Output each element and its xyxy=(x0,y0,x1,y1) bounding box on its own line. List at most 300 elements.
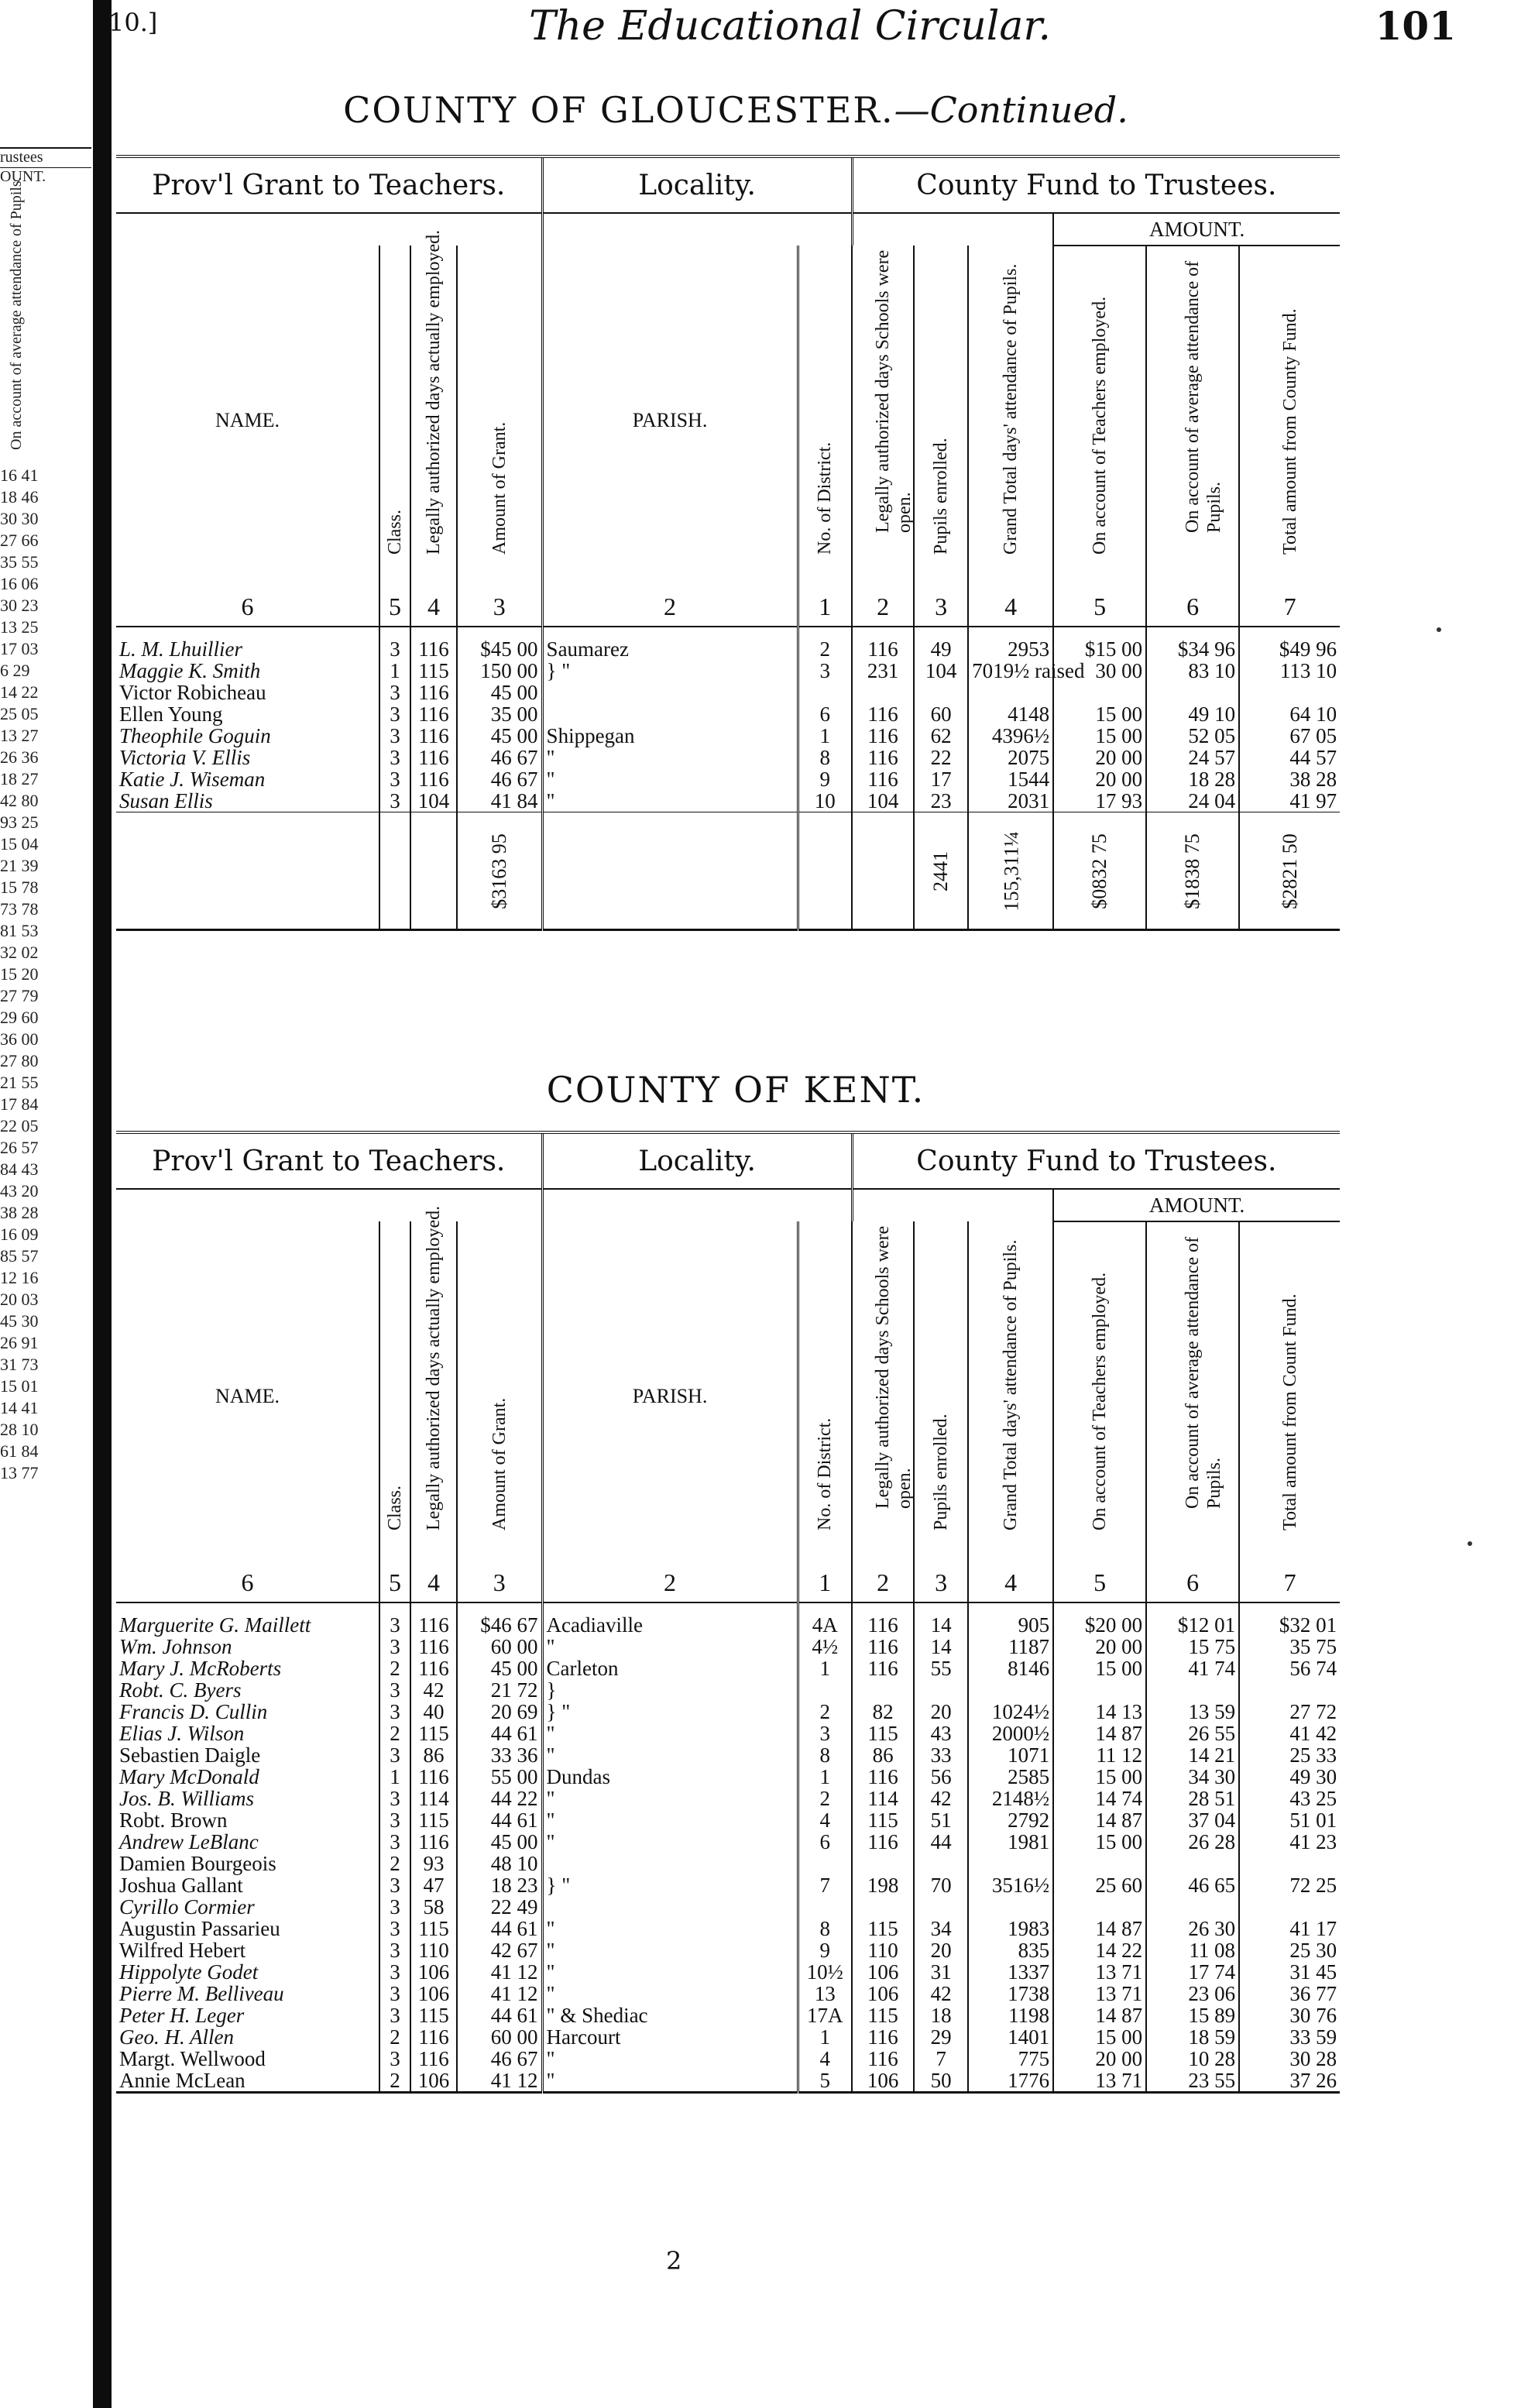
column-header xyxy=(1053,246,1146,587)
column-number: 6 xyxy=(1146,587,1239,627)
table-cell: 46 67 xyxy=(457,768,542,790)
table-cell: 56 xyxy=(914,1766,968,1788)
table-cell: 43 25 xyxy=(1239,1788,1340,1809)
column-header-label: Legally authorized days actually employed. xyxy=(424,1205,444,1530)
spacer-cell xyxy=(798,627,852,638)
table-cell: 62 xyxy=(914,725,968,747)
table-cell: 9 xyxy=(798,1939,852,1961)
table-cell: 42 xyxy=(914,1983,968,2004)
table-cell: 1401 xyxy=(968,2026,1053,2048)
table-cell: 26 28 xyxy=(1146,1831,1239,1853)
table-row xyxy=(116,1896,1340,1918)
table-cell: 41 12 xyxy=(457,1961,542,1983)
table-cell: Damien Bourgeois xyxy=(119,1852,276,1875)
table-cell xyxy=(542,682,798,703)
table-cell: 34 xyxy=(914,1918,968,1939)
left-fragment-value: 32 02 xyxy=(0,943,39,962)
spacer-row xyxy=(116,627,1340,638)
column-header xyxy=(852,1221,914,1563)
table-cell: 64 10 xyxy=(1239,703,1340,725)
left-fragment-value: 15 78 xyxy=(0,878,39,897)
column-number: 6 xyxy=(116,587,379,627)
column-header xyxy=(410,1205,457,1563)
column-header-row xyxy=(116,246,1340,587)
table-row xyxy=(116,1983,1340,2004)
table-cell: 104 xyxy=(410,790,457,812)
table-row xyxy=(116,1679,1340,1701)
column-header-label: NAME. xyxy=(215,1385,280,1407)
table-cell: 20 xyxy=(914,1939,968,1961)
table-cell: 18 23 xyxy=(457,1874,542,1896)
table-cell: 42 67 xyxy=(457,1939,542,1961)
table-cell: 14 21 xyxy=(1146,1744,1239,1766)
table-row xyxy=(116,1723,1340,1744)
column-header xyxy=(542,246,798,587)
table-cell: " xyxy=(542,1636,798,1657)
left-fragment-amount: OUNT. xyxy=(0,168,46,185)
table-cell: 2585 xyxy=(968,1766,1053,1788)
table-cell xyxy=(1239,1679,1340,1701)
left-fragment-value: 17 84 xyxy=(0,1094,39,1114)
left-fragment-value: 20 03 xyxy=(0,1290,39,1309)
table-cell: Dundas xyxy=(542,1766,798,1788)
table-cell: 3 xyxy=(379,747,410,768)
left-fragment-value: 12 16 xyxy=(0,1268,39,1287)
table-cell: " xyxy=(542,1983,798,2004)
table-cell: 115 xyxy=(410,1809,457,1831)
table-cell: 41 84 xyxy=(457,790,542,812)
table-cell: 14 22 xyxy=(1053,1939,1146,1961)
column-number: 4 xyxy=(968,1563,1053,1602)
column-header xyxy=(798,246,852,587)
table-cell: Francis D. Cullin xyxy=(119,1700,268,1723)
totals-cell xyxy=(914,812,968,930)
column-number: 7 xyxy=(1239,587,1340,627)
table-row xyxy=(116,725,1340,747)
table-cell: 93 xyxy=(410,1853,457,1874)
spacer-cell xyxy=(968,1602,1053,1614)
table-cell: Acadiaville xyxy=(542,1614,798,1636)
table-cell xyxy=(852,682,914,703)
column-number: 7 xyxy=(1239,1563,1340,1602)
amount-row xyxy=(116,213,1340,246)
column-header xyxy=(914,246,968,587)
table-cell: 115 xyxy=(410,2004,457,2026)
column-header xyxy=(379,246,410,587)
table-cell: Elias J. Wilson xyxy=(119,1722,245,1745)
table-cell: 835 xyxy=(968,1939,1053,1961)
table-cell: 1981 xyxy=(968,1831,1053,1853)
table-cell: 51 01 xyxy=(1239,1809,1340,1831)
spacer-cell xyxy=(852,627,914,638)
table-cell: 116 xyxy=(410,682,457,703)
table-cell: 20 00 xyxy=(1053,2048,1146,2070)
table-cell: 33 36 xyxy=(457,1744,542,1766)
table-cell: " & Shediac xyxy=(542,2004,798,2026)
amount-label: AMOUNT. xyxy=(1053,213,1340,246)
table-cell xyxy=(1146,1853,1239,1874)
table-cell xyxy=(1239,1853,1340,1874)
table-cell: 1738 xyxy=(968,1983,1053,2004)
table-cell: 3 xyxy=(379,703,410,725)
table-cell: 82 xyxy=(852,1701,914,1723)
column-header-label: Total amount from Count Fund. xyxy=(1279,1293,1300,1530)
gloucester-heading-cont: —Continued. xyxy=(894,89,1128,131)
table-cell: Cyrillo Cormier xyxy=(119,1895,255,1918)
table-cell: 198 xyxy=(852,1874,914,1896)
table-cell: 3 xyxy=(379,1961,410,1983)
column-header-label: No. of District. xyxy=(815,441,836,555)
table-cell: 1 xyxy=(798,2026,852,2048)
table-cell: 20 00 xyxy=(1053,747,1146,768)
table-cell: Carleton xyxy=(542,1657,798,1679)
column-header xyxy=(968,1221,1053,1563)
table-cell: " xyxy=(542,747,798,768)
table-row xyxy=(116,2026,1340,2048)
table-cell: 116 xyxy=(410,1614,457,1636)
table-cell: 116 xyxy=(852,747,914,768)
column-header-label: No. of District. xyxy=(815,1417,836,1530)
table-cell: 2148½ xyxy=(968,1788,1053,1809)
table-cell: " xyxy=(542,768,798,790)
table-row xyxy=(116,2004,1340,2026)
table-row xyxy=(116,747,1340,768)
table-cell: 2953 xyxy=(968,638,1053,660)
table-cell: 116 xyxy=(852,2026,914,2048)
left-fragment-value: 15 01 xyxy=(0,1376,39,1396)
totals-cell xyxy=(116,812,379,930)
table-cell: 27 72 xyxy=(1239,1701,1340,1723)
table-cell: 14 xyxy=(914,1636,968,1657)
table-row xyxy=(116,638,1340,660)
kent-heading-text: COUNTY OF KENT. xyxy=(546,1069,925,1111)
table-row xyxy=(116,1853,1340,1874)
spacer-cell xyxy=(1239,1602,1340,1614)
table-cell xyxy=(798,1896,852,1918)
spacer-cell xyxy=(852,1602,914,1614)
table-cell: 15 00 xyxy=(1053,1831,1146,1853)
table-cell: 6 xyxy=(798,703,852,725)
table-cell xyxy=(968,1896,1053,1918)
column-header-label: On account of average attendance of Pupils. xyxy=(1183,1236,1225,1509)
table-cell: Harcourt xyxy=(542,2026,798,2048)
table-cell: 23 xyxy=(914,790,968,812)
table-cell: 106 xyxy=(852,1961,914,1983)
table-cell: 70 xyxy=(914,1874,968,1896)
table-cell: " xyxy=(542,1723,798,1744)
table-cell xyxy=(1053,1896,1146,1918)
table-cell: 36 77 xyxy=(1239,1983,1340,2004)
table-cell: 20 69 xyxy=(457,1701,542,1723)
kent-table xyxy=(116,1131,1340,2094)
spacer-cell xyxy=(1053,627,1146,638)
table-cell: 1187 xyxy=(968,1636,1053,1657)
left-fragment-value: 93 25 xyxy=(0,812,39,832)
table-cell: Geo. H. Allen xyxy=(119,2025,234,2049)
table-cell: 231 xyxy=(852,660,914,682)
table-cell: Sebastien Daigle xyxy=(119,1743,261,1767)
left-fragment-value: 27 79 xyxy=(0,986,39,1005)
table-cell: 41 97 xyxy=(1239,790,1340,812)
table-cell: 8 xyxy=(798,747,852,768)
table-cell: 3 xyxy=(379,1701,410,1723)
totals-cell xyxy=(1146,812,1239,930)
table-cell: Robt. C. Byers xyxy=(119,1678,242,1702)
table-cell: 44 61 xyxy=(457,1809,542,1831)
left-fragment-value: 18 46 xyxy=(0,487,39,507)
table-cell xyxy=(914,1896,968,1918)
spacer-cell xyxy=(116,627,379,638)
column-number: 2 xyxy=(542,587,798,627)
left-fragment-vlabel-text: On account of average attendance of Pupils. xyxy=(8,177,25,450)
table-cell: 23 55 xyxy=(1146,2070,1239,2093)
spacer-cell xyxy=(1053,1602,1146,1614)
table-cell: 1776 xyxy=(968,2070,1053,2093)
left-fragment-value: 29 60 xyxy=(0,1008,39,1027)
table-cell: 49 xyxy=(914,638,968,660)
table-cell: 41 17 xyxy=(1239,1918,1340,1939)
column-header xyxy=(116,1221,379,1563)
table-cell xyxy=(798,682,852,703)
table-cell: 44 61 xyxy=(457,1918,542,1939)
column-number: 6 xyxy=(116,1563,379,1602)
left-fragment-value: 27 66 xyxy=(0,531,39,550)
column-header-label: Amount of Grant. xyxy=(489,1397,510,1530)
table-cell: 1983 xyxy=(968,1918,1053,1939)
left-fragment-value: 85 57 xyxy=(0,1246,39,1266)
spacer-cell xyxy=(116,1602,379,1614)
table-cell: 115 xyxy=(410,1918,457,1939)
speck-mark xyxy=(1437,627,1441,632)
table-cell: 60 00 xyxy=(457,1636,542,1657)
table-cell: 3 xyxy=(379,1874,410,1896)
table-cell: 17 xyxy=(914,768,968,790)
table-cell: 106 xyxy=(410,1961,457,1983)
table-cell: 115 xyxy=(410,1723,457,1744)
kent-heading xyxy=(116,1069,1355,1111)
column-number: 5 xyxy=(1053,587,1146,627)
table-row xyxy=(116,1809,1340,1831)
table-cell: 41 74 xyxy=(1146,1657,1239,1679)
totals-cell xyxy=(410,812,457,930)
table-cell: 115 xyxy=(852,1918,914,1939)
table-cell: Shippegan xyxy=(542,725,798,747)
left-fragment-value: 21 39 xyxy=(0,856,39,875)
column-header-label: Pupils enrolled. xyxy=(931,438,952,555)
table-cell xyxy=(798,1853,852,1874)
table-row xyxy=(116,1701,1340,1723)
left-fragment-value: 42 80 xyxy=(0,791,39,810)
speck-mark xyxy=(1468,1541,1472,1546)
table-cell: 116 xyxy=(410,1657,457,1679)
column-header xyxy=(379,1221,410,1563)
table-cell: 1 xyxy=(798,725,852,747)
table-cell: 44 61 xyxy=(457,1723,542,1744)
table-cell: 116 xyxy=(852,1636,914,1657)
table-cell: 3 xyxy=(379,1679,410,1701)
running-head-section: 10.] xyxy=(108,8,158,37)
table-cell: 1337 xyxy=(968,1961,1053,1983)
column-header xyxy=(410,229,457,587)
table-cell: 116 xyxy=(410,1636,457,1657)
totals-value: $2821 50 xyxy=(1278,833,1301,909)
table-cell: " xyxy=(542,1939,798,1961)
table-cell: " xyxy=(542,790,798,812)
table-cell: 38 28 xyxy=(1239,768,1340,790)
column-number: 3 xyxy=(457,1563,542,1602)
table-cell: 20 xyxy=(914,1701,968,1723)
column-number: 2 xyxy=(542,1563,798,1602)
table-cell: Wilfred Hebert xyxy=(119,1939,246,1962)
table-cell: 10½ xyxy=(798,1961,852,1983)
left-fragment-value: 13 77 xyxy=(0,1463,39,1482)
column-number: 3 xyxy=(457,587,542,627)
table-cell: 45 00 xyxy=(457,682,542,703)
table-cell: 33 xyxy=(914,1744,968,1766)
column-number: 3 xyxy=(914,587,968,627)
table-cell: 58 xyxy=(410,1896,457,1918)
column-header xyxy=(542,1221,798,1563)
table-cell: 3 xyxy=(379,1636,410,1657)
table-cell: 2 xyxy=(798,638,852,660)
table-cell: 15 00 xyxy=(1053,725,1146,747)
table-cell: 2 xyxy=(379,1723,410,1744)
column-header-label: Grand Total days' attendance of Pupils. xyxy=(1001,1239,1021,1530)
table-cell xyxy=(1146,1896,1239,1918)
table-row xyxy=(116,2048,1340,2070)
left-fragment-value: 18 27 xyxy=(0,769,39,788)
table-cell: 14 87 xyxy=(1053,1809,1146,1831)
column-number: 1 xyxy=(798,1563,852,1602)
table-row xyxy=(116,790,1340,812)
table-cell: 2792 xyxy=(968,1809,1053,1831)
spacer-cell xyxy=(457,627,542,638)
left-fragment-value: 84 43 xyxy=(0,1159,39,1179)
left-fragment-value: 35 55 xyxy=(0,552,39,572)
left-fragment-value: 22 05 xyxy=(0,1116,39,1135)
table-cell: 42 xyxy=(914,1788,968,1809)
table-cell: 104 xyxy=(852,790,914,812)
table-cell: 51 xyxy=(914,1809,968,1831)
signature-mark: 2 xyxy=(666,2246,682,2276)
totals-cell xyxy=(1239,812,1340,930)
table-cell: 1 xyxy=(798,1657,852,1679)
table-cell: 67 05 xyxy=(1239,725,1340,747)
table-cell: 15 00 xyxy=(1053,1766,1146,1788)
left-fragment-value: 38 28 xyxy=(0,1203,39,1222)
table-row xyxy=(116,1961,1340,1983)
table-cell: Theophile Goguin xyxy=(119,724,271,747)
table-cell: 13 71 xyxy=(1053,1983,1146,2004)
left-fragment-value: 17 03 xyxy=(0,639,39,658)
column-header xyxy=(457,246,542,587)
table-cell: 45 00 xyxy=(457,1831,542,1853)
group-header-county-fund: County Fund to Trustees. xyxy=(852,156,1340,213)
left-fragment-value: 26 36 xyxy=(0,747,39,767)
table-cell: Hippolyte Godet xyxy=(119,1960,259,1984)
table-cell: 114 xyxy=(852,1788,914,1809)
table-cell: 3 xyxy=(379,1939,410,1961)
totals-cell xyxy=(852,812,914,930)
totals-cell xyxy=(457,812,542,930)
table-cell: Mary J. McRoberts xyxy=(119,1657,282,1680)
table-cell: 24 04 xyxy=(1146,790,1239,812)
table-cell: 37 04 xyxy=(1146,1809,1239,1831)
table-cell: 2 xyxy=(379,2026,410,2048)
totals-cell xyxy=(542,812,798,930)
table-cell: 2 xyxy=(798,1701,852,1723)
table-cell: 106 xyxy=(410,2070,457,2093)
table-cell xyxy=(542,1896,798,1918)
table-cell: 72 25 xyxy=(1239,1874,1340,1896)
left-fragment-value: 26 57 xyxy=(0,1138,39,1157)
table-cell: 50 xyxy=(914,2070,968,2093)
table-cell: 25 33 xyxy=(1239,1744,1340,1766)
table-cell: 104 xyxy=(914,660,968,682)
column-number: 1 xyxy=(798,587,852,627)
table-cell: 41 23 xyxy=(1239,1831,1340,1853)
table-cell xyxy=(968,1679,1053,1701)
table-row xyxy=(116,1766,1340,1788)
running-head xyxy=(108,3,1456,50)
table-cell: 4 xyxy=(798,2048,852,2070)
table-cell: 83 10 xyxy=(1146,660,1239,682)
table-cell xyxy=(798,1679,852,1701)
table-cell: $45 00 xyxy=(457,638,542,660)
table-cell: 55 xyxy=(914,1657,968,1679)
table-cell: } " xyxy=(542,1701,798,1723)
left-fragment-value: 43 20 xyxy=(0,1181,39,1201)
table-cell: 45 00 xyxy=(457,725,542,747)
table-cell: 7 xyxy=(914,2048,968,2070)
table-row xyxy=(116,1744,1340,1766)
totals-value: 2441 xyxy=(929,850,953,891)
left-fragment-header: rustees xyxy=(0,147,91,168)
table-cell: 2075 xyxy=(968,747,1053,768)
table-cell: 31 xyxy=(914,1961,968,1983)
table-cell: 31 45 xyxy=(1239,1961,1340,1983)
spacer-cell xyxy=(457,1602,542,1614)
table-cell: 1 xyxy=(379,660,410,682)
table-cell: 26 30 xyxy=(1146,1918,1239,1939)
left-fragment-value: 15 20 xyxy=(0,964,39,984)
column-number: 5 xyxy=(379,1563,410,1602)
table-cell: Peter H. Leger xyxy=(119,2004,245,2027)
group-header-grant: Prov'l Grant to Teachers. xyxy=(116,156,542,213)
table-cell: 2000½ xyxy=(968,1723,1053,1744)
table-cell: 116 xyxy=(410,2026,457,2048)
table-cell: 116 xyxy=(410,747,457,768)
table-cell: 106 xyxy=(852,2070,914,2093)
table-cell: $12 01 xyxy=(1146,1614,1239,1636)
table-cell: " xyxy=(542,2070,798,2093)
table-cell: 18 59 xyxy=(1146,2026,1239,2048)
table-cell: Victoria V. Ellis xyxy=(119,746,251,769)
group-header-locality: Locality. xyxy=(542,156,852,213)
amount-label: AMOUNT. xyxy=(1053,1189,1340,1221)
left-fragment-value: 45 30 xyxy=(0,1311,39,1331)
left-fragment-value: 16 09 xyxy=(0,1225,39,1244)
table-cell: 22 49 xyxy=(457,1896,542,1918)
table-cell: 43 xyxy=(914,1723,968,1744)
table-cell: 30 76 xyxy=(1239,2004,1340,2026)
table-cell: Victor Robicheau xyxy=(119,681,266,704)
table-cell: 14 13 xyxy=(1053,1701,1146,1723)
table-cell: 116 xyxy=(852,1766,914,1788)
table-row xyxy=(116,768,1340,790)
table-cell: 2 xyxy=(379,2070,410,2093)
table-cell: 11 12 xyxy=(1053,1744,1146,1766)
